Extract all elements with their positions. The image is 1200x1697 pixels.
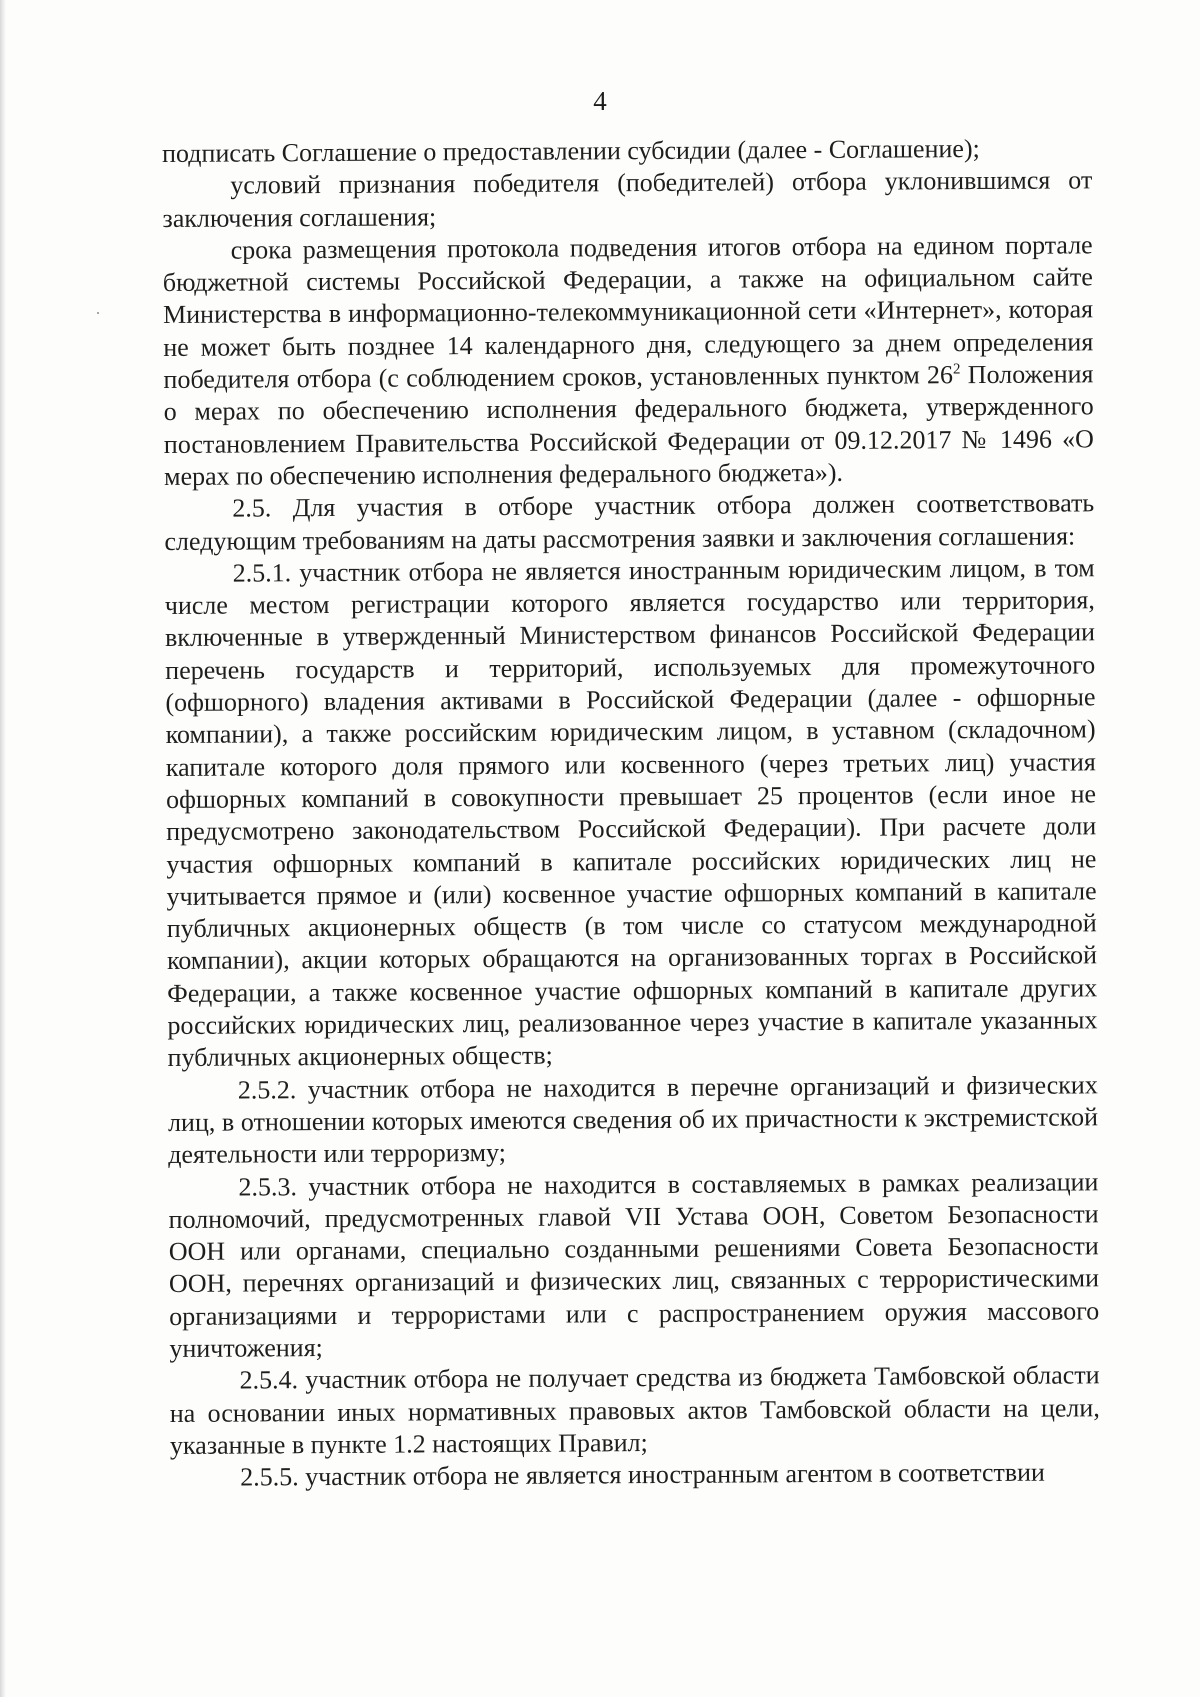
scan-speck [97, 312, 99, 314]
superscript-2: 2 [952, 361, 961, 378]
paragraph-2-5-5: 2.5.5. участник отбора не является иностранным агентом в соответствии [240, 1457, 1045, 1492]
paragraph-winner-evasion: условий признания победителя (победителей) отбора уклонившимся от заключения соглашения; [162, 165, 1093, 233]
paragraph-2-5-2: 2.5.2. участник отбора не находится в перечне организаций и физических лиц, в отношении которых имеются сведения об их причастности к экстремистской деятельности или терроризму; [167, 1069, 1099, 1170]
paragraph-protocol-text-a: срока размещения протокола подведения итогов отбора на едином портале бюджетной системы Российской Федерации, а также на официальном сайте Министерства в информационно-телекоммуникационной сети «Интернет», которая не может быть позднее 14 календарного дня, следующего за днем определения победителя отбора (с соблюдением сроков, установленных пунктом 26 [162, 230, 1094, 395]
page-number: 4 [593, 86, 607, 116]
paragraph-sign-agreement: подписать Соглашение о предоставлении субсидии (далее - Соглашение); [162, 134, 980, 168]
paragraph-2-5-4: 2.5.4. участник отбора не получает средства из бюджета Тамбовской области на основании иных нормативных правовых актов Тамбовской области на цели, указанные в пункте 1.2 настоящих Правил; [169, 1360, 1100, 1460]
paragraph-2-5: 2.5. Для участия в отборе участник отбора должен соответствовать следующим требованиям на даты рассмотрения заявки и заключения соглашения: [164, 488, 1095, 556]
scan-shadow-edge [0, 0, 6, 1697]
paragraph-2-5-1: 2.5.1. участник отбора не является иностранным юридическим лицом, в том числе местом регистрации которого является государство или территория, включенные в утвержденный Министерством финансов Российской Федерации перечень государств и территорий, используемых для промежуточного (офшорного) владения активами в Российской Федерации (далее - офшорные компании), а также российским юридическим лицом, в уставном (складочном) капитале которого доля прямого или косвенного (через третьих лиц) участия офшорных компаний в совокупности превышает 25 процентов (если иное не предусмотрено законодательством Российской Федерации). При расчете доли участия офшорных компаний в капитале российских юридических лиц не учитывается прямое и (или) косвенное участие офшорных компаний в капитале публичных акционерных обществ (в том числе со статусом международной компании), акции которых обращаются на организованных торгах в Российской Федерации, а также косвенное участие офшорных компаний в капитале других российских юридических лиц, реализованное через участие в капитале указанных публичных акционерных обществ; [164, 553, 1098, 1073]
document-body [162, 132, 1100, 1494]
paragraph-protocol-text-b: Положения о мерах по обеспечению исполнения федерального бюджета, утвержденного постановлением Правительства Российской Федерации от 09.12.2017 № 1496 «О мерах по обеспечению исполнения федерального бюджета»). [163, 359, 1094, 491]
paragraph-2-5-3: 2.5.3. участник отбора не находится в составляемых в рамках реализации полномочий, предусмотренных главой VII Устава ООН, Советом Безопасности ООН или органами, специально созданными решениями Совета Безопасности ООН, перечнях организаций и физических лиц, связанных с террористическими организациями и террористами или с распространением оружия массового уничтожения; [168, 1166, 1100, 1363]
paragraph-protocol-deadline [163, 229, 1095, 493]
